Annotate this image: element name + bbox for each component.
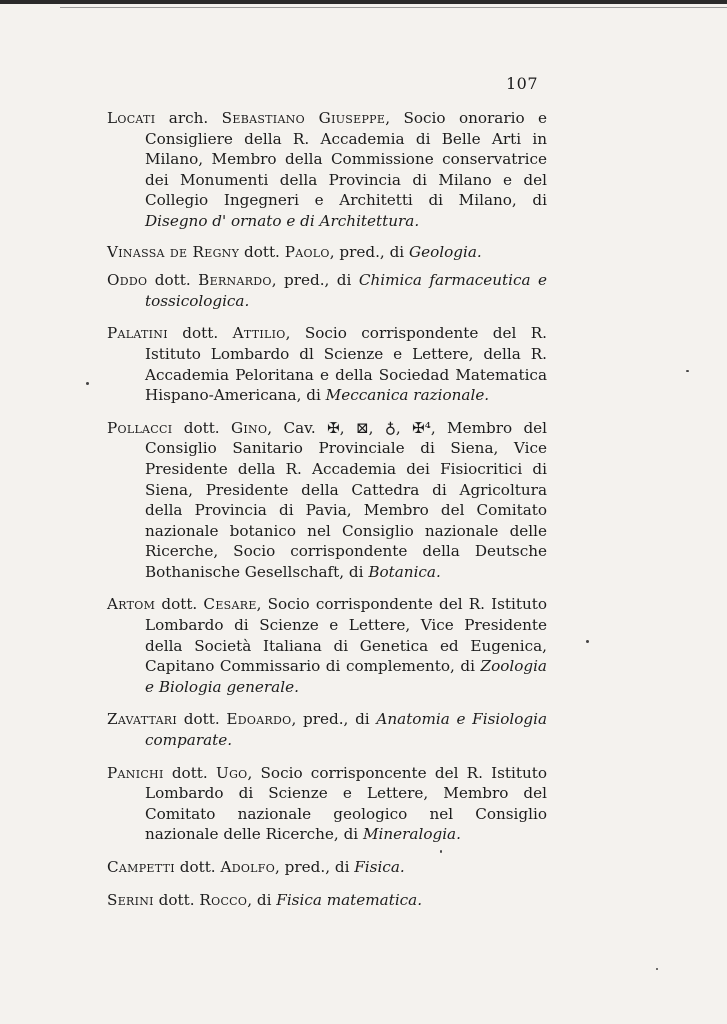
entry-description: , Socio corrisponcente del R. Istituto Lombardo di Scienze e Lettere, Membro del Comitato nazionale geologico nel Consiglio nazionale delle Ricerche, di [145,763,548,844]
entry-given-name: Attilio [232,324,286,343]
entry-subject: Meccanica razionale. [325,386,490,405]
entry-title: dott. [158,890,195,909]
entry-given-name: Sebastiano Giuseppe [221,109,386,127]
faculty-entry-vinassa-de-regny [107,242,547,263]
page-number: 107 [506,74,539,93]
faculty-entry-serini [107,890,547,911]
faculty-entry-pollacci [107,418,547,583]
entry-title: dott. [154,271,191,290]
entry-surname: Panichi [107,763,164,782]
faculty-entry-oddo [107,270,547,311]
entry-given-name: Ugo [215,763,248,782]
entry-description: , Socio corrispondente del R. Istituto Lombardo di Scienze e Lettere, Vice Presidente della Società Italiana di Genetica ed Eugenica, Capitano Commissario di complemento, di [145,595,548,676]
entry-title: dott. [182,324,219,343]
entry-description: , Socio onorario e Consigliere della R. Accademia di Belle Arti in Milano, Membro della Commissione conservatrice dei Monumenti della Provincia di Milano e del Collegio Ingegneri e Architetti di Milano, di [145,109,548,210]
entry-title: arch. [168,109,209,127]
top-edge-rule [0,0,727,4]
entry-title: dott. [243,242,280,261]
entry-title: dott. [183,418,220,437]
entry-description: , pred., di [275,858,355,876]
entry-subject: Mineralogia. [362,825,461,844]
scan-speck [686,370,689,372]
faculty-entry-locati [107,108,547,232]
entry-subject: Disegno d' ornato e di Architettura. [145,211,420,230]
entry-surname: Campetti [107,858,175,876]
entry-surname: Pollacci [107,418,173,437]
scan-speck [440,850,442,853]
entry-description: , pred., di [291,710,377,729]
faculty-entry-campetti [107,857,547,878]
entry-given-name: Edoardo [226,710,292,729]
entry-description: , Socio corrispondente del R. Istituto Lombardo dl Scienze e Lettere, della R. Accademia Peloritana e della Sociedad Matematica Hispano-Americana, di [145,324,548,405]
faculty-list [107,108,547,910]
entry-subject: Geologia. [408,242,482,261]
entry-description: , pred., di [329,242,409,261]
entry-surname: Oddo [107,271,148,290]
entry-subject: Anatomia e Fisiologia comparate. [145,710,547,750]
entry-subject: Zoologia e Biologia generale. [145,657,547,696]
entry-surname: Vinassa de Regny [107,242,240,261]
entry-description: , di [247,890,277,909]
entry-given-name: Gino [230,418,268,437]
top-edge-thin-rule [60,7,727,8]
faculty-entry-artom [107,594,547,697]
entry-given-name: Adolfo [220,858,276,876]
entry-surname: Locati [107,109,156,127]
faculty-entry-panichi [107,763,547,845]
faculty-entry-palatini [107,323,547,405]
entry-surname: Artom [107,595,156,614]
entry-title: dott. [183,710,220,729]
scan-speck [86,382,89,385]
scan-speck [656,968,658,970]
entry-title: dott. [179,858,216,876]
entry-description: , pred., di [271,271,359,290]
entry-subject: Chimica farmaceutica e tossicologica. [145,271,548,310]
entry-subject: Fisica. [354,858,405,876]
entry-surname: Zavattari [107,710,178,729]
entry-title: dott. [161,595,198,614]
entry-subject: Fisica matematica. [276,890,423,909]
entry-given-name: Cesare [203,595,257,614]
scan-speck [586,640,589,643]
entry-given-name: Bernardo [198,271,272,290]
entry-subject: Botanica. [368,562,441,581]
entry-title: dott. [171,763,208,782]
entry-surname: Serini [107,890,154,909]
entry-surname: Palatini [107,324,168,343]
entry-description: , Cav. ✠, ⊠, ♁, ✠⁴, Membro del Consiglio Sanitario Provinciale di Siena, Vice Presidente della R. Accademia dei Fisiocritici di Siena, Presidente della Cattedra di Agricoltura della Provincia di Pavia, Membro del Comitato nazionale botanico nel Consiglio nazionale delle Ricerche, Socio corrispondente della Deutsche Bothanische Gesellschaft, di [145,418,548,581]
entry-given-name: Rocco [199,890,248,909]
entry-given-name: Paolo [284,242,330,261]
faculty-entry-zavattari [107,709,547,750]
